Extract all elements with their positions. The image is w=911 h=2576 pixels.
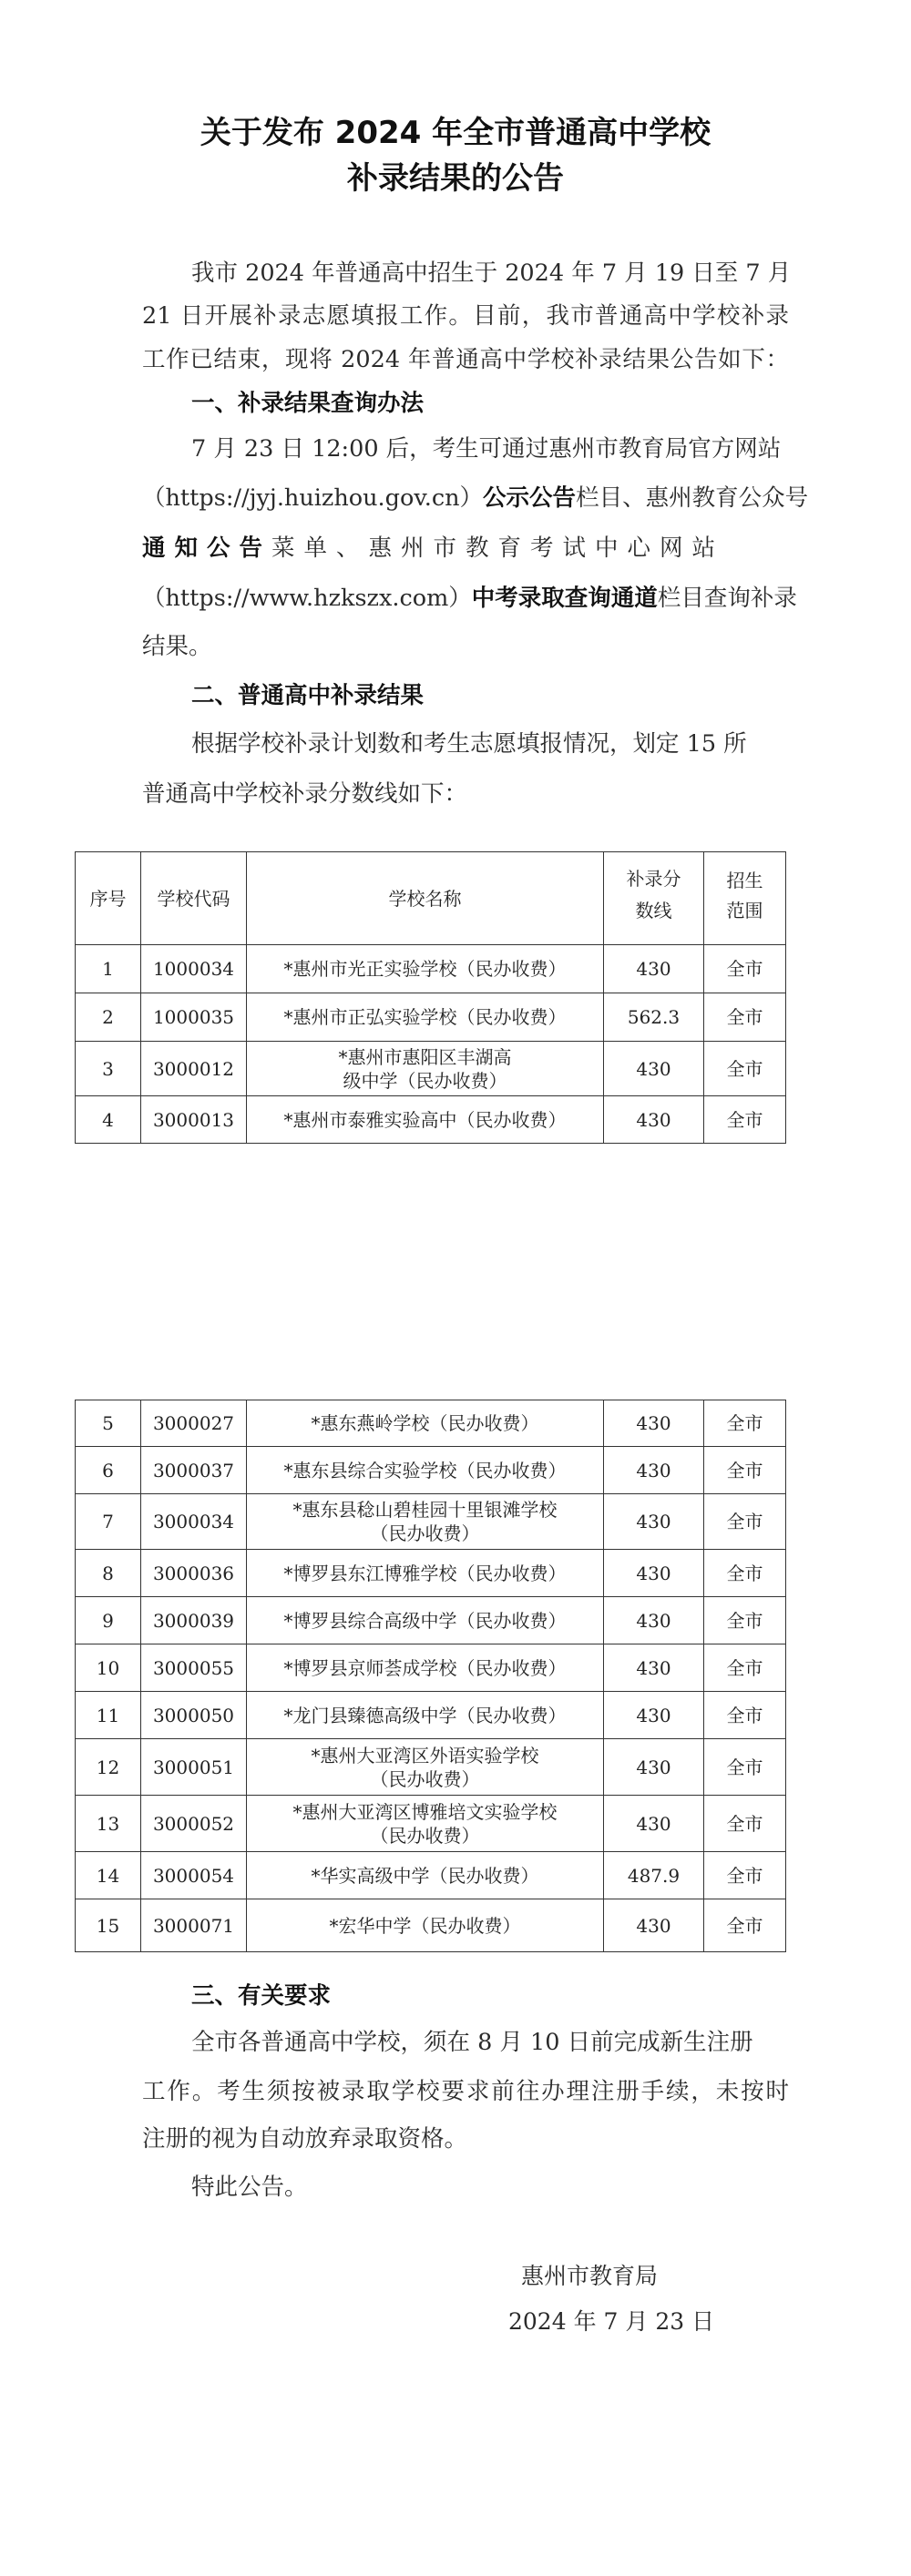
table-row xyxy=(76,1692,786,1739)
section1-line-4-tail: 栏目查询补录 xyxy=(657,585,797,612)
row-school-name: *惠东燕岭学校（民办收费） xyxy=(247,1400,604,1447)
row-scope: 全市 xyxy=(704,1447,786,1494)
intro-line-2: 21 日开展补录志愿填报工作。目前，我市普通高中学校补录 xyxy=(142,302,789,330)
intro-line-1: 我市 2024 年普通高中招生于 2024 年 7 月 19 日至 7 月 xyxy=(191,260,792,287)
row-score: 430 xyxy=(604,1096,704,1144)
row-school-name: *惠州市正弘实验学校（民办收费） xyxy=(247,993,604,1042)
row-index: 11 xyxy=(76,1692,141,1739)
intro-line-3: 工作已结束，现将 2024 年普通高中学校补录结果公告如下： xyxy=(142,346,789,373)
row-scope: 全市 xyxy=(704,1042,786,1096)
row-code: 3000050 xyxy=(141,1692,247,1739)
row-index: 8 xyxy=(76,1550,141,1597)
row-code: 1000034 xyxy=(141,945,247,993)
row-code: 3000027 xyxy=(141,1400,247,1447)
row-school-name: *惠州大亚湾区博雅培文实验学校（民办收费） xyxy=(247,1796,604,1852)
row-code: 3000036 xyxy=(141,1550,247,1597)
section1-line-1: 7 月 23 日 12:00 后，考生可通过惠州市教育局官方网站 xyxy=(191,435,782,463)
row-index: 12 xyxy=(76,1739,141,1796)
row-scope: 全市 xyxy=(704,1400,786,1447)
query-channel: 中考录取查询通道 xyxy=(471,585,658,612)
table-row xyxy=(76,1494,786,1550)
row-scope: 全市 xyxy=(704,1796,786,1852)
row-score: 430 xyxy=(604,1400,704,1447)
row-index: 6 xyxy=(76,1447,141,1494)
row-score: 430 xyxy=(604,945,704,993)
row-scope: 全市 xyxy=(704,1644,786,1692)
score-table-part-2 xyxy=(75,1400,786,1952)
website-url-hzkszx[interactable]: （https://www.hzkszx.com） xyxy=(142,585,472,612)
row-index: 10 xyxy=(76,1644,141,1692)
row-score: 430 xyxy=(604,1644,704,1692)
row-index: 15 xyxy=(76,1899,141,1952)
table-row xyxy=(76,1597,786,1644)
issuer-name: 惠州市教育局 xyxy=(521,2263,659,2289)
row-score: 487.9 xyxy=(604,1852,704,1899)
website-url-jyj[interactable]: （https://jyj.huizhou.gov.cn） xyxy=(142,484,484,512)
row-school-name: *惠东县综合实验学校（民办收费） xyxy=(247,1447,604,1494)
row-scope: 全市 xyxy=(704,1550,786,1597)
row-code: 3000054 xyxy=(141,1852,247,1899)
table-row xyxy=(76,1852,786,1899)
row-index: 13 xyxy=(76,1796,141,1852)
row-scope: 全市 xyxy=(704,1096,786,1144)
row-school-name: *惠东县稔山碧桂园十里银滩学校（民办收费） xyxy=(247,1494,604,1550)
page-title-line1: 关于发布 2024 年全市普通高中学校 xyxy=(200,115,711,151)
row-index: 9 xyxy=(76,1597,141,1644)
table-row xyxy=(76,1400,786,1447)
row-score: 430 xyxy=(604,1739,704,1796)
section1-line-2 xyxy=(142,483,809,514)
row-score: 430 xyxy=(604,1447,704,1494)
row-school-name: *博罗县京师荟成学校（民办收费） xyxy=(247,1644,604,1692)
row-school-name: *惠州市泰雅实验高中（民办收费） xyxy=(247,1096,604,1144)
section3-line-2: 工作。考生须按被录取学校要求前往办理注册手续，未按时 xyxy=(142,2078,789,2105)
table-row xyxy=(76,1096,786,1144)
row-code: 3000013 xyxy=(141,1096,247,1144)
section2-heading: 二、普通高中补录结果 xyxy=(191,682,425,709)
row-code: 3000071 xyxy=(141,1899,247,1952)
table-row xyxy=(76,1899,786,1952)
header-score xyxy=(604,852,704,945)
section1-line-2-tail: 栏目、惠州教育公众号 xyxy=(576,484,809,512)
table-row xyxy=(76,1739,786,1796)
row-school-name: *惠州市惠阳区丰湖高级中学（民办收费） xyxy=(247,1042,604,1096)
row-code: 3000039 xyxy=(141,1597,247,1644)
section3-heading: 三、有关要求 xyxy=(191,1982,332,2010)
row-scope: 全市 xyxy=(704,1739,786,1796)
announcement-column: 公示公告 xyxy=(483,484,577,512)
row-school-name: *博罗县综合高级中学（民办收费） xyxy=(247,1597,604,1644)
issue-date: 2024 年 7 月 23 日 xyxy=(508,2308,715,2335)
page-title-line2: 补录结果的公告 xyxy=(347,160,564,197)
row-scope: 全市 xyxy=(704,993,786,1042)
row-score: 430 xyxy=(604,1796,704,1852)
row-code: 3000012 xyxy=(141,1042,247,1096)
section2-line-1: 根据学校补录计划数和考生志愿填报情况，划定 15 所 xyxy=(191,730,747,758)
row-score: 430 xyxy=(604,1597,704,1644)
row-code: 3000055 xyxy=(141,1644,247,1692)
row-score: 430 xyxy=(604,1899,704,1952)
row-school-name: *宏华中学（民办收费） xyxy=(247,1899,604,1952)
score-table-part-1 xyxy=(75,851,786,1144)
header-scope-line1: 招生 xyxy=(726,869,763,891)
row-code: 3000051 xyxy=(141,1739,247,1796)
row-index: 14 xyxy=(76,1852,141,1899)
row-scope: 全市 xyxy=(704,1899,786,1952)
section1-line-3-tail: 菜单、惠州市教育考试中心网站 xyxy=(271,535,725,562)
section1-line-3 xyxy=(142,533,789,564)
row-score: 430 xyxy=(604,1494,704,1550)
table-row xyxy=(76,945,786,993)
table-row xyxy=(76,1550,786,1597)
section2-line-2: 普通高中学校补录分数线如下： xyxy=(142,780,468,808)
table-row xyxy=(76,1796,786,1852)
row-scope: 全市 xyxy=(704,1692,786,1739)
row-index: 3 xyxy=(76,1042,141,1096)
row-index: 1 xyxy=(76,945,141,993)
row-score: 430 xyxy=(604,1550,704,1597)
table-header-row xyxy=(76,852,786,945)
header-code: 学校代码 xyxy=(141,852,247,945)
row-scope: 全市 xyxy=(704,1852,786,1899)
row-scope: 全市 xyxy=(704,945,786,993)
row-school-name: *龙门县臻德高级中学（民办收费） xyxy=(247,1692,604,1739)
row-school-name: *华实高级中学（民办收费） xyxy=(247,1852,604,1899)
header-scope-line2: 范围 xyxy=(726,899,763,921)
section1-line-5: 结果。 xyxy=(142,633,212,660)
row-score: 562.3 xyxy=(604,993,704,1042)
table-row xyxy=(76,1644,786,1692)
row-code: 3000034 xyxy=(141,1494,247,1550)
section1-heading: 一、补录结果查询办法 xyxy=(191,390,425,417)
row-index: 5 xyxy=(76,1400,141,1447)
header-name: 学校名称 xyxy=(247,852,604,945)
row-school-name: *惠州大亚湾区外语实验学校（民办收费） xyxy=(247,1739,604,1796)
header-scope xyxy=(704,852,786,945)
row-school-name: *惠州市光正实验学校（民办收费） xyxy=(247,945,604,993)
table-row xyxy=(76,993,786,1042)
table-row xyxy=(76,1447,786,1494)
header-score-line2: 数线 xyxy=(635,899,672,921)
header-score-line1: 补录分 xyxy=(626,867,681,890)
section3-line-1: 全市各普通高中学校，须在 8 月 10 日前完成新生注册 xyxy=(191,2029,753,2056)
section3-line-3: 注册的视为自动放弃录取资格。 xyxy=(142,2125,468,2153)
notice-menu: 通知公告 xyxy=(142,535,272,562)
row-index: 2 xyxy=(76,993,141,1042)
section3-line-4: 特此公告。 xyxy=(191,2174,308,2201)
row-score: 430 xyxy=(604,1042,704,1096)
row-code: 3000052 xyxy=(141,1796,247,1852)
row-school-name: *博罗县东江博雅学校（民办收费） xyxy=(247,1550,604,1597)
section1-line-4 xyxy=(142,583,797,614)
row-index: 7 xyxy=(76,1494,141,1550)
row-index: 4 xyxy=(76,1096,141,1144)
row-score: 430 xyxy=(604,1692,704,1739)
row-scope: 全市 xyxy=(704,1494,786,1550)
row-scope: 全市 xyxy=(704,1597,786,1644)
table-row xyxy=(76,1042,786,1096)
row-code: 3000037 xyxy=(141,1447,247,1494)
row-code: 1000035 xyxy=(141,993,247,1042)
header-index: 序号 xyxy=(76,852,141,945)
